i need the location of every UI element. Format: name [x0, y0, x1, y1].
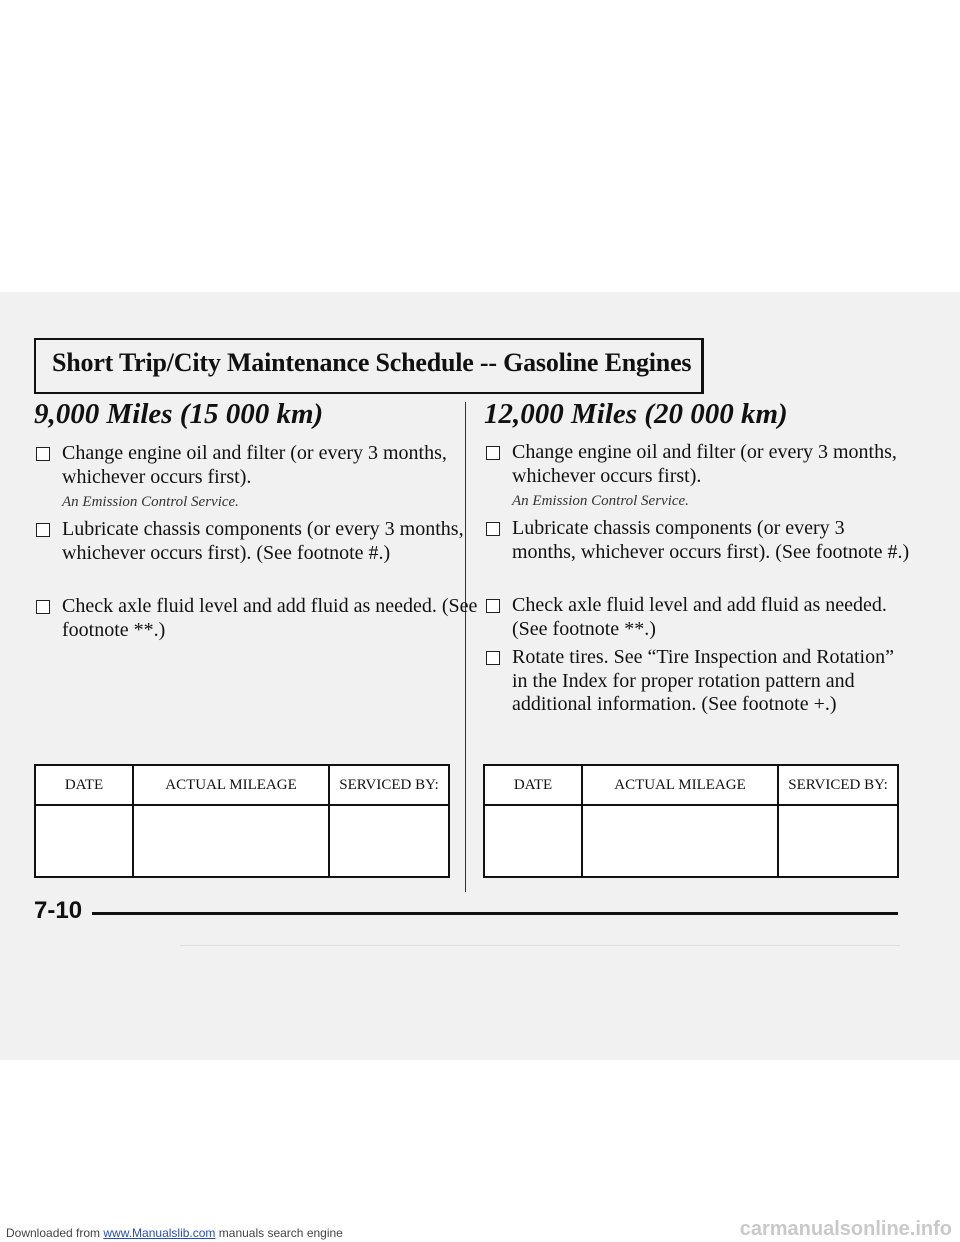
left-section-heading: 9,000 Miles (15 000 km): [34, 398, 324, 430]
item-text: Check axle fluid level and add fluid as needed. (See footnote **.): [512, 594, 887, 640]
date-column-header: DATE: [35, 765, 133, 805]
item-text: Lubricate chassis components (or every 3 months, whichever occurs first). (See footnote #.): [62, 518, 464, 564]
left-item-axle-fluid: [34, 595, 482, 642]
serviced-by-cell[interactable]: [329, 805, 449, 877]
serviced-by-column-header: SERVICED BY:: [329, 765, 449, 805]
download-watermark: [6, 1226, 343, 1240]
page-title: Short Trip/City Maintenance Schedule -- Gasoline Engines: [52, 348, 692, 377]
page-number: 7-10: [34, 897, 83, 924]
left-item-oil-change: [34, 442, 482, 489]
mileage-cell[interactable]: [582, 805, 778, 877]
left-service-log-table: [34, 764, 450, 878]
checkbox[interactable]: [486, 522, 500, 536]
table-row: [35, 805, 449, 877]
site-watermark: carmanualsonline.info: [739, 1218, 952, 1240]
checkbox[interactable]: [36, 600, 50, 614]
checkbox[interactable]: [486, 651, 500, 665]
right-section-heading: 12,000 Miles (20 000 km): [484, 398, 788, 430]
left-emission-note: An Emission Control Service.: [62, 494, 239, 510]
table-header-row: [35, 765, 449, 805]
watermark-suffix: manuals search engine: [215, 1226, 343, 1240]
table-header-row: [484, 765, 898, 805]
checkbox[interactable]: [486, 446, 500, 460]
table-row: [484, 805, 898, 877]
left-item-lubricate: [34, 518, 482, 565]
item-text: Change engine oil and filter (or every 3 months, whichever occurs first).: [512, 441, 897, 487]
date-cell[interactable]: [484, 805, 582, 877]
date-cell[interactable]: [35, 805, 133, 877]
faint-divider: [180, 945, 900, 946]
serviced-by-column-header: SERVICED BY:: [778, 765, 898, 805]
right-item-lubricate: [484, 517, 912, 564]
checkbox[interactable]: [486, 599, 500, 613]
checkbox[interactable]: [36, 523, 50, 537]
mileage-column-header: ACTUAL MILEAGE: [582, 765, 778, 805]
right-service-log-table: [483, 764, 899, 878]
mileage-cell[interactable]: [133, 805, 329, 877]
right-item-axle-fluid: [484, 594, 912, 641]
date-column-header: DATE: [484, 765, 582, 805]
checkbox[interactable]: [36, 447, 50, 461]
mileage-column-header: ACTUAL MILEAGE: [133, 765, 329, 805]
item-text: Rotate tires. See “Tire Inspection and Rotation” in the Index for proper rotation pattern and additional information. (See footnote +.): [512, 646, 894, 715]
item-text: Check axle fluid level and add fluid as needed. (See footnote **.): [62, 595, 478, 641]
right-item-oil-change: [484, 441, 912, 488]
right-item-rotate-tires: [484, 646, 912, 717]
item-text: Lubricate chassis components (or every 3 months, whichever occurs first). (See footnote #.): [512, 517, 910, 563]
right-emission-note: An Emission Control Service.: [512, 493, 689, 509]
manualslib-link[interactable]: www.Manualslib.com: [103, 1226, 216, 1240]
watermark-prefix: Downloaded from: [6, 1226, 104, 1240]
footer-rule: [92, 912, 898, 915]
item-text: Change engine oil and filter (or every 3 months, whichever occurs first).: [62, 442, 447, 488]
serviced-by-cell[interactable]: [778, 805, 898, 877]
